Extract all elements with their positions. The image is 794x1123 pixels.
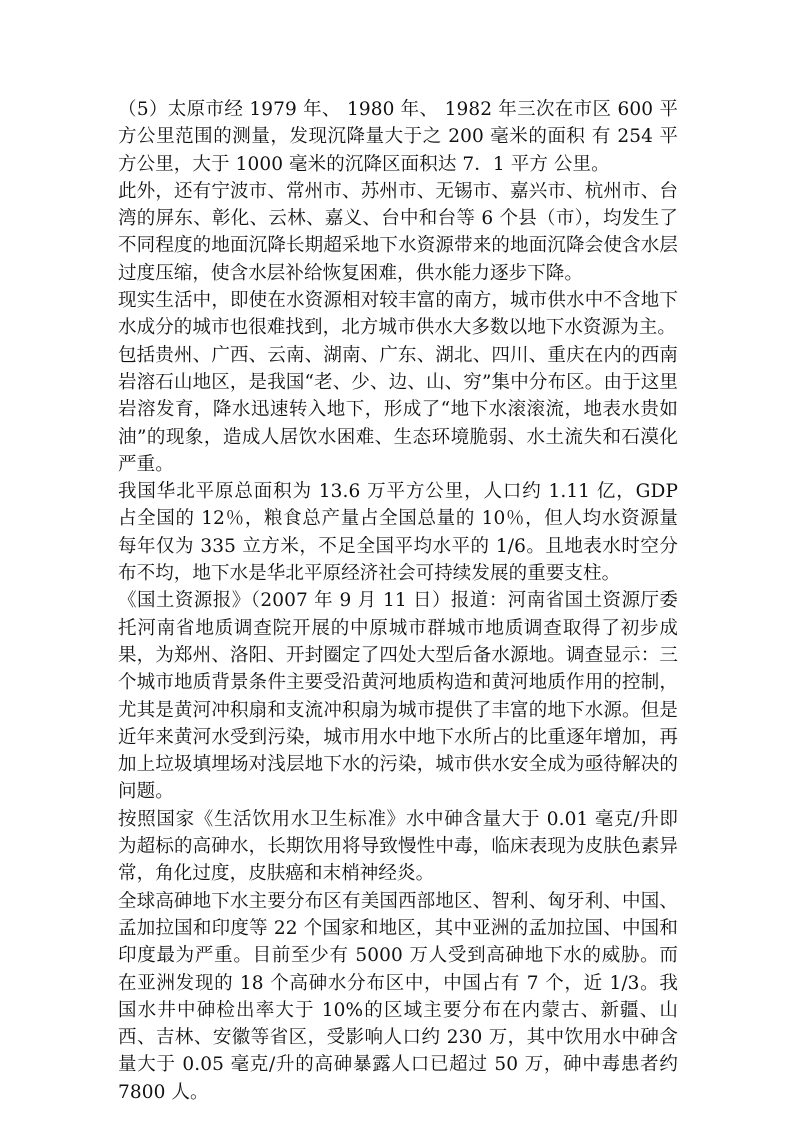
- document-body: [118, 96, 678, 1106]
- paragraph-karst-region: 包括贵州、广西、云南、湖南、广东、湖北、四川、重庆在内的西南岩溶石山地区，是我国“老、少、边、山、穷”集中分布区。由于这里岩溶发育，降水迅速转入地下，形成了“地下水滚滚流，地表水贵如油”的现象，造成人居饮水困难、生态环境脆弱、水土流失和石漠化严重。: [118, 344, 678, 475]
- paragraph-henan-survey-report: 《国土资源报》（2007 年 9 月 11 日）报道：河南省国土资源厅委托河南省地质调查院开展的中原城市群城市地质调查取得了初步成果，为郑州、洛阳、开封圈定了四处大型后备水源地。调查显示：三个城市地质背景条件主要受沿黄河地质构造和黄河地质作用的控制，尤其是黄河冲积扇和支流冲积扇为城市提供了丰富的地下水源。但是近年来黄河水受到污染，城市用水中地下水所占的比重逐年增加，再加上垃圾填埋场对浅层地下水的污染，城市供水安全成为亟待解决的问题。: [118, 590, 678, 803]
- paragraph-other-cities-subsidence: 此外，还有宁波市、常州市、苏州市、无锡市、嘉兴市、杭州市、台湾的屏东、彰化、云林、嘉义、台中和台等 6 个县（市），均发生了不同程度的地面沉降长期超采地下水资源带来的地面沉降会使含水层过度压缩，使含水层补给恢复困难，供水能力逐步下降。: [118, 180, 678, 284]
- paragraph-global-arsenic: 全球高砷地下水主要分布区有美国西部地区、智利、匈牙利、中国、孟加拉国和印度等 22 个国家和地区，其中亚洲的孟加拉国、中国和印度最为严重。目前至少有 5000 万人受到高砷地下水的威胁。而在亚洲发现的 18 个高砷水分布区中，中国占有 7 个，近 1/3。我国水井中砷检出率大于 10%的区域主要分布在内蒙古、新疆、山西、吉林、安徽等省区，受影响人口约 230 万，其中饮用水中砷含量大于 0.05 毫克/升的高砷暴露人口已超过 50 万，砷中毒患者约 7800 人。: [118, 890, 678, 1103]
- paragraph-north-china-plain: 我国华北平原总面积为 13.6 万平方公里，人口约 1.11 亿，GDP 占全国的 12％，粮食总产量占全国总量的 10％，但人均水资源量每年仅为 335 立方米，不足全国平均水平的 1/6。且地表水时空分布不均，地下水是华北平原经济社会可持续发展的重要支柱。: [118, 481, 678, 585]
- paragraph-arsenic-standard: 按照国家《生活饮用水卫生标准》水中砷含量大于 0.01 毫克/升即为超标的高砷水，长期饮用将导致慢性中毒，临床表现为皮肤色素异常，角化过度，皮肤癌和末梢神经炎。: [118, 808, 678, 885]
- paragraph-southern-water-supply: 现实生活中，即使在水资源相对较丰富的南方，城市供水中不含地下水成分的城市也很难找到，北方城市供水大多数以地下水资源为主。: [118, 290, 678, 339]
- paragraph-taiyuan-subsidence: （5）太原市经 1979 年、 1980 年、 1982 年三次在市区 600 平方公里范围的测量，发现沉降量大于之 200 毫米的面积 有 254 平方公里，大于 1000 毫米的沉降区面积达 7．1 平方 公里。: [118, 99, 678, 175]
